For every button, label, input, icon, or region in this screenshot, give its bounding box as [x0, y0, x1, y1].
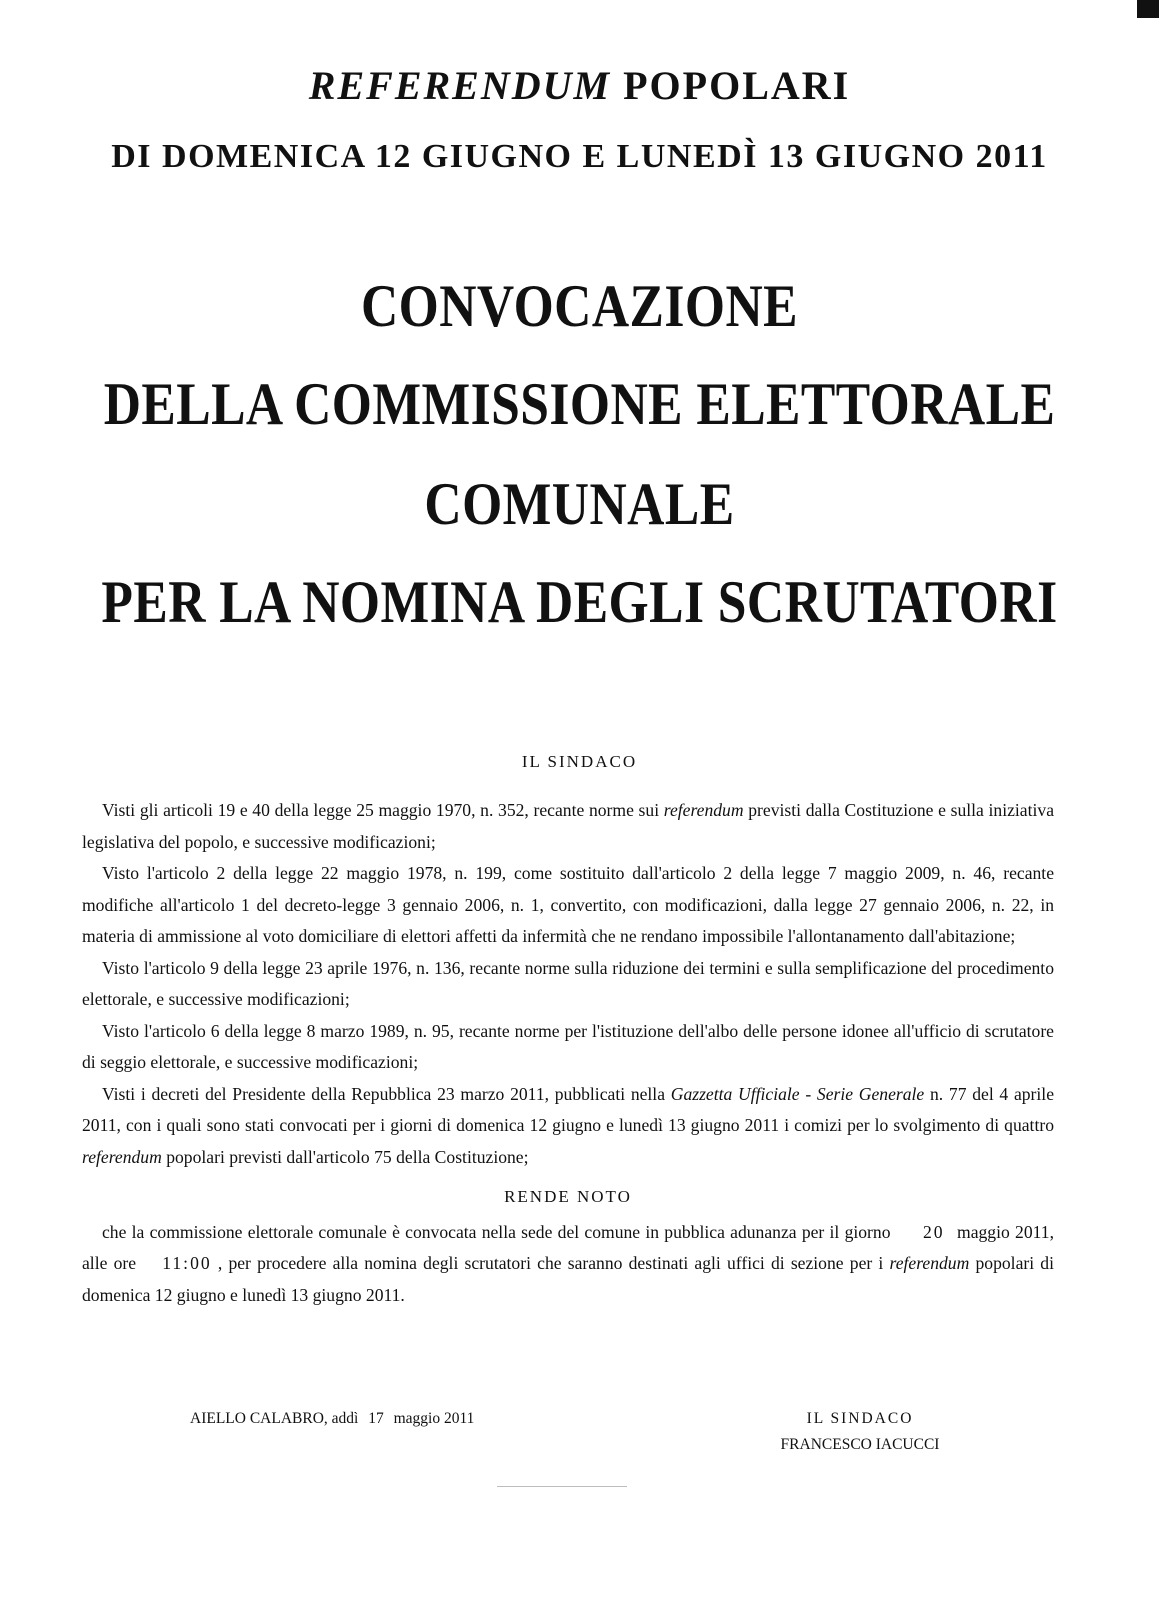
- notice-text-c: , per procedere alla nomina degli scrutatori che saranno destinati agli uffici di sezione per i: [211, 1253, 890, 1273]
- footer-day: 17: [368, 1410, 384, 1427]
- sindaco-heading: IL SINDACO: [521, 752, 638, 771]
- signature-name: FRANCESCO IACUCCI: [780, 1436, 940, 1453]
- paragraph-1-italic: referendum: [663, 800, 744, 820]
- main-title-line3: COMUNALE: [424, 471, 735, 537]
- scan-corner-mark: [1137, 0, 1159, 18]
- notice-italic-referendum: referendum: [889, 1253, 970, 1273]
- paragraph-1-text-a: Visti gli articoli 19 e 40 della legge 25 maggio 1970, n. 352, recante norme sui: [102, 800, 664, 820]
- paragraph-1: [82, 795, 1054, 858]
- rende-noto-heading: RENDE NOTO: [504, 1187, 632, 1206]
- signature-block: [760, 1406, 960, 1458]
- paragraph-5-italic-referendum: referendum: [82, 1146, 162, 1167]
- header-title: [0, 62, 1159, 109]
- document-body: [82, 795, 1054, 1311]
- notice-day: 20: [922, 1221, 945, 1242]
- scan-artifact-line: [497, 1486, 627, 1487]
- header-date-line: DI DOMENICA 12 GIUGNO E LUNEDÌ 13 GIUGNO 2011: [111, 138, 1048, 175]
- footer-addi: , addì: [323, 1410, 359, 1427]
- paragraph-1-text-c: previsti dalla Costituzione e sulla iniziativa legislativa del popolo, e successive modificazioni;: [82, 800, 1054, 852]
- notice-text-e: popolari di domenica 12 giugno e lunedì 13 giugno 2011.: [82, 1253, 1054, 1305]
- paragraph-5-text-c: n. 77 del 4 aprile 2011, con i quali sono stati convocati per i giorni di domenica 12 giugno e lunedì 13 giugno 2011 i comizi per lo svolgimento di quattro: [82, 1083, 1055, 1135]
- paragraph-5-italic-gazzetta: Gazzetta Ufficiale - Serie Generale: [670, 1083, 925, 1104]
- paragraph-3: Visto l'articolo 9 della legge 23 aprile 1976, n. 136, recante norme sulla riduzione dei termini e sulla semplificazione del procedimento elettorale, e successive modificazioni;: [82, 957, 1054, 1009]
- notice-text-a: che la commissione elettorale comunale è convocata nella sede del comune in pubblica adunanza per il giorno: [102, 1221, 896, 1242]
- notice-paragraph: [82, 1217, 1054, 1312]
- paragraph-5: [82, 1079, 1054, 1174]
- paragraph-5-text-a: Visti i decreti del Presidente della Repubblica 23 marzo 2011, pubblicati nella: [102, 1083, 671, 1104]
- signature-role: IL SINDACO: [806, 1410, 914, 1427]
- notice-time: 11:00: [162, 1253, 212, 1273]
- paragraph-2: Visto l'articolo 2 della legge 22 maggio 1978, n. 199, come sostituito dall'articolo 2 della legge 7 maggio 2009, n. 46, recante modifiche all'articolo 1 del decreto-legge 3 gennaio 2006, n. 1, convertito, con modificazioni, dalla legge 27 gennaio 2006, n. 22, in materia di ammissione al voto domiciliare di elettori affetti da infermità che ne rendano impossibile l'allontanamento dall'abitazione;: [82, 863, 1054, 946]
- footer-place: AIELLO CALABRO: [190, 1410, 324, 1427]
- notice-text-b: maggio 2011, alle ore: [82, 1221, 1054, 1273]
- header-title-rest: POPOLARI: [623, 63, 851, 108]
- paragraph-4: Visto l'articolo 6 della legge 8 marzo 1989, n. 95, recante norme per l'istituzione dell'albo delle persone idonee all'ufficio di scrutatore di seggio elettorale, e successive modificazioni;: [82, 1020, 1054, 1072]
- footer-place-date: [190, 1410, 474, 1428]
- main-title-line1: CONVOCAZIONE: [360, 273, 799, 339]
- footer-month-year: maggio 2011: [393, 1410, 475, 1427]
- header-title-italic: REFERENDUM: [308, 63, 612, 108]
- main-title-line4: PER LA NOMINA DEGLI SCRUTATORI: [101, 569, 1058, 635]
- paragraph-5-text-e: popolari previsti dall'articolo 75 della Costituzione;: [161, 1146, 529, 1167]
- main-title-line2: DELLA COMMISSIONE ELETTORALE: [103, 371, 1056, 437]
